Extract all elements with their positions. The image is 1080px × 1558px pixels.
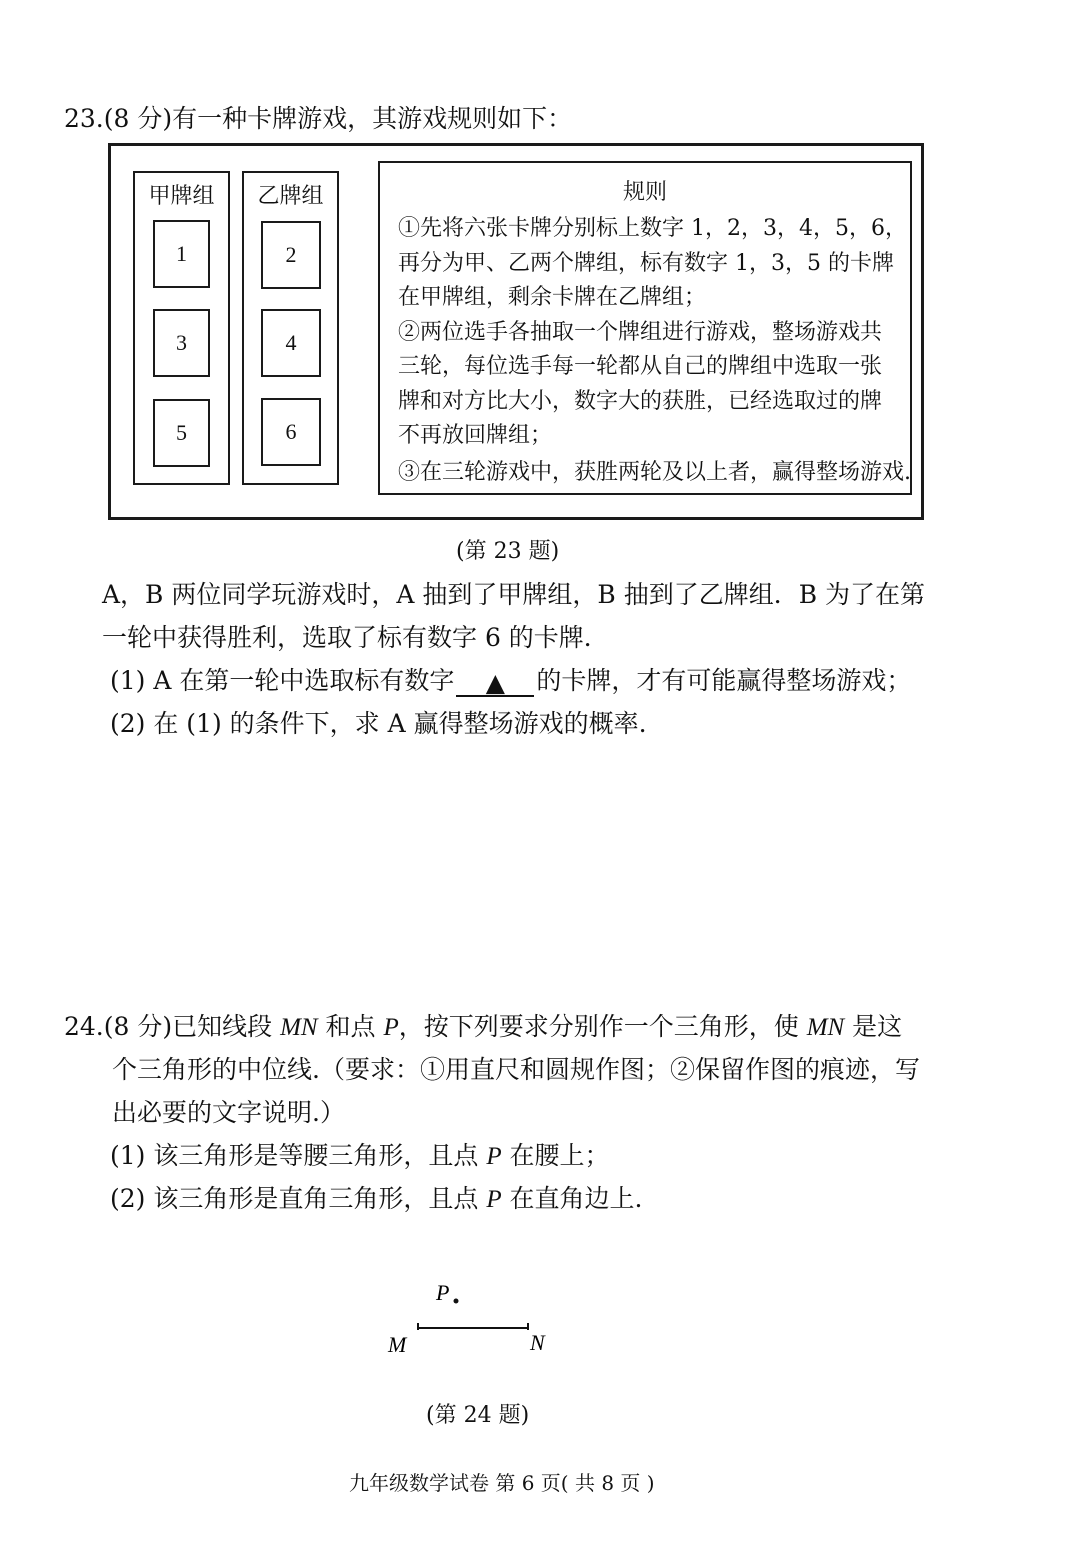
q24-score: (8 分) xyxy=(103,1012,173,1041)
q23-part1-tail: 的卡牌，才有可能赢得整场游戏； xyxy=(536,666,912,695)
point-p: P xyxy=(486,1143,502,1170)
rule-line: 牌和对方比大小，数字大的获胜，已经选取过的牌 xyxy=(398,389,883,414)
rule-line: 三轮，每位选手每一轮都从自己的牌组中选取一张 xyxy=(398,354,883,379)
q24-part2-tail: 在直角边上. xyxy=(501,1184,643,1213)
deck-b-card: 6 xyxy=(261,398,321,466)
q24-part1-text: (1) 该三角形是等腰三角形，且点 xyxy=(110,1141,487,1170)
label-m: M xyxy=(388,1332,407,1357)
q24-part1 xyxy=(110,1141,610,1172)
deck-a-title: 甲牌组 xyxy=(148,184,215,209)
deck-b-card: 4 xyxy=(261,309,321,377)
page-footer: 九年级数学试卷 第 6 页( 共 8 页 ) xyxy=(349,1471,655,1495)
deck-a-card: 5 xyxy=(153,399,210,467)
deck-b-card: 2 xyxy=(261,221,321,289)
answer-blank: ▲ xyxy=(456,670,534,697)
segment-mn: MN xyxy=(806,1014,845,1041)
rule-line: 再分为甲、乙两个牌组，标有数字 1，3，5 的卡牌 xyxy=(398,251,894,276)
q23-part2: (2) 在 (1) 的条件下，求 A 赢得整场游戏的概率. xyxy=(110,709,647,738)
q23-header xyxy=(64,104,572,134)
rule-line: ②两位选手各抽取一个牌组进行游戏，整场游戏共 xyxy=(398,320,883,345)
q23-part1-text: (1) A 在第一轮中选取标有数字 xyxy=(110,666,455,695)
rule-line: 在甲牌组，剩余卡牌在乙牌组； xyxy=(398,285,707,310)
label-p: P xyxy=(436,1280,450,1305)
point-p-dot xyxy=(454,1299,459,1304)
q24-part2 xyxy=(110,1184,643,1215)
rule-line: 不再放回牌组； xyxy=(398,423,553,448)
label-n: N xyxy=(530,1330,545,1355)
rule-line: ③在三轮游戏中，获胜两轮及以上者，赢得整场游戏. xyxy=(398,460,911,485)
rule-line: ①先将六张卡牌分别标上数字 1，2，3，4，5，6， xyxy=(398,216,907,241)
q24-text: 已知线段 xyxy=(172,1012,281,1041)
q24-line3: 出必要的文字说明.） xyxy=(112,1098,345,1127)
q23-score: (8 分) xyxy=(103,104,173,133)
q23-part1 xyxy=(110,666,911,696)
q24-part1-tail: 在腰上； xyxy=(501,1141,610,1170)
q23-text-2: 一轮中获得胜利，选取了标有数字 6 的卡牌． xyxy=(102,623,609,652)
q23-number: 23. xyxy=(64,104,104,133)
q24-text: 和点 xyxy=(317,1012,384,1041)
q24-line2: 个三角形的中位线.（要求：①用直尺和圆规作图；②保留作图的痕迹，写 xyxy=(112,1055,920,1084)
point-p: P xyxy=(383,1014,399,1041)
point-p: P xyxy=(486,1186,502,1213)
q24-text: 是这 xyxy=(844,1012,903,1041)
deck-a-card: 1 xyxy=(153,220,210,288)
q24-caption: (第 24 题) xyxy=(426,1403,530,1428)
segment-mn: MN xyxy=(280,1014,318,1041)
q24-line1 xyxy=(64,1012,902,1043)
deck-a xyxy=(133,171,230,485)
deck-b xyxy=(242,171,339,485)
rules-box xyxy=(378,161,912,495)
q24-figure xyxy=(380,1270,580,1370)
deck-b-title: 乙牌组 xyxy=(257,184,324,209)
rules-title: 规则 xyxy=(622,180,667,205)
q24-part2-text: (2) 该三角形是直角三角形，且点 xyxy=(110,1184,487,1213)
q23-caption: (第 23 题) xyxy=(456,539,560,564)
q23-intro: 有一种卡牌游戏，其游戏规则如下： xyxy=(172,104,573,133)
q24-number: 24. xyxy=(64,1012,104,1041)
deck-a-card: 3 xyxy=(153,309,210,377)
q24-text: ，按下列要求分别作一个三角形，使 xyxy=(398,1012,807,1041)
q23-text-1: A，B 两位同学玩游戏时，A 抽到了甲牌组，B 抽到了乙牌组．B 为了在第 xyxy=(102,580,926,609)
